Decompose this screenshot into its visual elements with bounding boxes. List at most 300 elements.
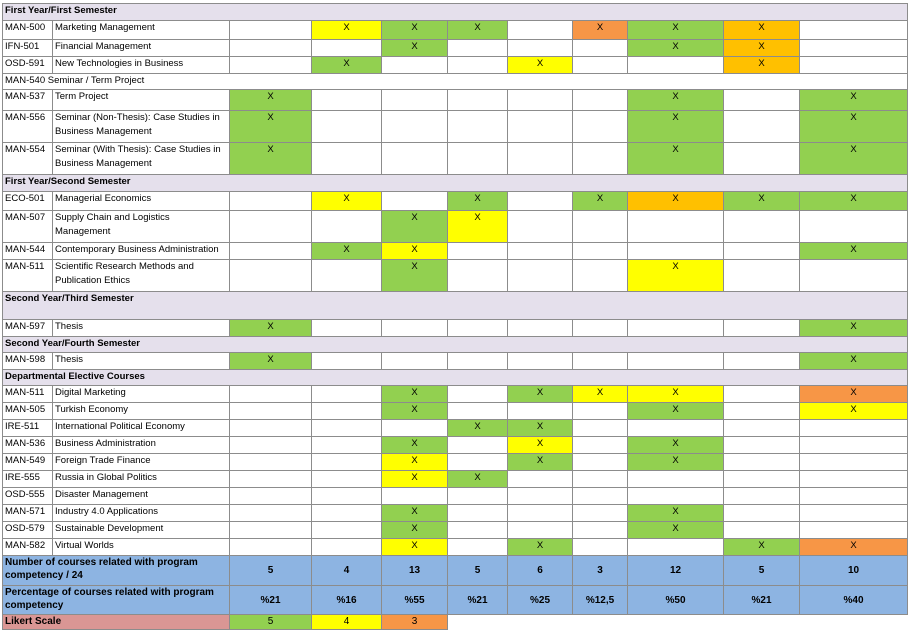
matrix-cell [800,260,908,292]
matrix-cell [312,437,382,454]
count-value: 10 [800,556,908,586]
matrix-cell: X [628,21,724,40]
matrix-cell [508,143,573,175]
matrix-cell [230,505,312,522]
matrix-cell: X [508,57,573,74]
matrix-cell [312,90,382,111]
course-name: Financial Management [53,40,230,57]
course-code: MAN-536 [3,437,53,454]
matrix-cell: X [800,539,908,556]
matrix-cell [312,471,382,488]
table-row [3,403,908,420]
matrix-cell: X [230,353,312,370]
matrix-cell [573,522,628,539]
matrix-cell [382,57,448,74]
matrix-cell: X [382,40,448,57]
matrix-cell [312,111,382,143]
matrix-cell [573,320,628,337]
matrix-cell [448,437,508,454]
section-title: First Year/Second Semester [3,175,908,192]
course-code: MAN-598 [3,353,53,370]
matrix-cell [800,420,908,437]
matrix-cell [573,143,628,175]
matrix-cell: X [508,386,573,403]
count-summary-label: Number of courses related with program competency / 24 [3,556,230,586]
matrix-cell [312,320,382,337]
matrix-cell: X [382,505,448,522]
matrix-cell [508,505,573,522]
matrix-cell [508,40,573,57]
matrix-cell [508,192,573,211]
matrix-cell [628,488,724,505]
matrix-cell: X [230,143,312,175]
matrix-cell: X [628,522,724,539]
matrix-cell [573,471,628,488]
matrix-cell [724,111,800,143]
matrix-cell [800,40,908,57]
course-name: Supply Chain and Logistics Management [53,211,230,243]
matrix-cell [448,40,508,57]
course-name: Managerial Economics [53,192,230,211]
matrix-cell [312,403,382,420]
matrix-cell [230,260,312,292]
matrix-cell: X [628,90,724,111]
section-title: Departmental Elective Courses [3,370,908,386]
matrix-cell [448,57,508,74]
matrix-cell [800,471,908,488]
matrix-cell [230,211,312,243]
matrix-cell: X [800,320,908,337]
percentage-value: %21 [724,586,800,615]
matrix-cell [800,21,908,40]
matrix-cell [312,143,382,175]
matrix-cell [448,243,508,260]
matrix-cell [800,437,908,454]
likert-scale-row [3,615,908,630]
matrix-cell [312,488,382,505]
matrix-cell: X [800,192,908,211]
course-code: MAN-507 [3,211,53,243]
course-code: IFN-501 [3,40,53,57]
matrix-cell [628,243,724,260]
matrix-cell [508,111,573,143]
matrix-cell [508,488,573,505]
matrix-cell: X [382,21,448,40]
matrix-cell [573,420,628,437]
matrix-cell [382,320,448,337]
table-row [3,454,908,471]
matrix-cell [230,243,312,260]
competency-matrix-table [2,3,908,630]
course-code: IRE-511 [3,420,53,437]
course-name: Turkish Economy [53,403,230,420]
course-name: Russia in Global Politics [53,471,230,488]
count-summary-row [3,556,908,586]
matrix-cell: X [448,21,508,40]
count-value: 5 [724,556,800,586]
table-row [3,386,908,403]
table-row [3,57,908,74]
matrix-cell [230,471,312,488]
matrix-cell: X [382,260,448,292]
matrix-cell: X [724,539,800,556]
course-name: Marketing Management [53,21,230,40]
matrix-cell: X [508,539,573,556]
matrix-cell [508,211,573,243]
percentage-value: %21 [230,586,312,615]
matrix-cell: X [800,243,908,260]
course-code: MAN-505 [3,403,53,420]
course-name: Seminar (With Thesis): Case Studies in Business Management [53,143,230,175]
matrix-cell: X [312,192,382,211]
matrix-cell [312,40,382,57]
course-name: Digital Marketing [53,386,230,403]
matrix-cell [573,403,628,420]
matrix-cell: X [508,420,573,437]
course-code: OSD-591 [3,57,53,74]
matrix-cell: X [382,522,448,539]
matrix-cell [628,211,724,243]
matrix-cell [724,243,800,260]
matrix-cell [230,522,312,539]
matrix-cell [628,57,724,74]
matrix-cell: X [312,243,382,260]
matrix-cell [573,353,628,370]
matrix-cell: X [382,437,448,454]
matrix-cell [573,211,628,243]
matrix-cell: X [312,57,382,74]
matrix-cell [508,243,573,260]
matrix-cell [382,111,448,143]
course-code: MAN-556 [3,111,53,143]
matrix-cell: X [628,111,724,143]
percentage-value: %16 [312,586,382,615]
count-value: 5 [448,556,508,586]
section-header-row [3,4,908,21]
course-name: Term Project [53,90,230,111]
matrix-cell [724,386,800,403]
matrix-cell: X [382,243,448,260]
matrix-cell: X [800,386,908,403]
table-row [3,420,908,437]
matrix-cell [724,403,800,420]
table-row [3,471,908,488]
table-row [3,260,908,292]
matrix-cell [312,260,382,292]
matrix-cell [312,454,382,471]
matrix-cell [800,505,908,522]
matrix-cell [573,90,628,111]
matrix-cell [724,437,800,454]
section-header-row [3,292,908,320]
percentage-value: %25 [508,586,573,615]
matrix-cell [724,488,800,505]
matrix-cell [573,260,628,292]
matrix-cell [573,111,628,143]
matrix-cell: X [800,143,908,175]
course-code: MAN-511 [3,260,53,292]
matrix-cell: X [382,403,448,420]
matrix-cell [230,539,312,556]
matrix-cell [628,539,724,556]
matrix-cell: X [573,386,628,403]
likert-scale-label: Likert Scale [3,615,230,630]
matrix-cell: X [724,57,800,74]
matrix-cell [382,353,448,370]
course-code: MAN-549 [3,454,53,471]
percentage-summary-row [3,586,908,615]
matrix-cell [573,505,628,522]
matrix-cell [800,454,908,471]
course-code: MAN-544 [3,243,53,260]
matrix-cell: X [508,437,573,454]
percentage-value: %40 [800,586,908,615]
percentage-value: %12,5 [573,586,628,615]
course-name: International Political Economy [53,420,230,437]
section-header-row [3,337,908,353]
table-row [3,522,908,539]
matrix-cell [230,21,312,40]
table-row [3,21,908,40]
matrix-cell [508,21,573,40]
count-value: 6 [508,556,573,586]
table-row [3,111,908,143]
matrix-cell: X [724,192,800,211]
course-code: IRE-555 [3,471,53,488]
matrix-cell: X [382,386,448,403]
course-group-title: MAN-540 Seminar / Term Project [3,74,908,90]
table-row [3,74,908,90]
section-header-row [3,175,908,192]
matrix-cell: X [230,90,312,111]
matrix-cell [230,192,312,211]
matrix-cell [312,353,382,370]
empty-cell [448,615,908,630]
course-name: Business Administration [53,437,230,454]
matrix-cell [230,437,312,454]
count-value: 3 [573,556,628,586]
matrix-cell [448,454,508,471]
matrix-cell: X [382,211,448,243]
percentage-value: %55 [382,586,448,615]
course-name: Industry 4.0 Applications [53,505,230,522]
matrix-cell [448,111,508,143]
table-row [3,243,908,260]
matrix-cell [508,320,573,337]
matrix-cell [508,353,573,370]
percentage-value: %50 [628,586,724,615]
matrix-cell: X [312,21,382,40]
matrix-cell: X [800,90,908,111]
matrix-cell: X [628,505,724,522]
matrix-cell: X [382,454,448,471]
matrix-cell [724,522,800,539]
matrix-cell: X [628,143,724,175]
matrix-cell [800,211,908,243]
course-code: MAN-554 [3,143,53,175]
matrix-cell [508,403,573,420]
matrix-cell: X [382,539,448,556]
matrix-cell: X [573,192,628,211]
matrix-cell [448,505,508,522]
course-code: MAN-537 [3,90,53,111]
percentage-summary-label: Percentage of courses related with program competency [3,586,230,615]
section-title: Second Year/Third Semester [3,292,908,320]
table-row [3,90,908,111]
matrix-cell [382,488,448,505]
matrix-cell [724,320,800,337]
course-name: Scientific Research Methods and Publication Ethics [53,260,230,292]
likert-value: 4 [312,615,382,630]
matrix-cell: X [230,320,312,337]
matrix-cell [312,505,382,522]
section-header-row [3,370,908,386]
matrix-cell [448,143,508,175]
matrix-cell: X [800,403,908,420]
course-code: MAN-571 [3,505,53,522]
matrix-cell [573,243,628,260]
matrix-cell [628,420,724,437]
matrix-cell [800,57,908,74]
course-code: MAN-582 [3,539,53,556]
matrix-cell [312,386,382,403]
matrix-cell: X [628,403,724,420]
count-value: 5 [230,556,312,586]
course-name: Contemporary Business Administration [53,243,230,260]
course-name: Foreign Trade Finance [53,454,230,471]
likert-value: 5 [230,615,312,630]
percentage-value: %21 [448,586,508,615]
count-value: 12 [628,556,724,586]
matrix-cell [312,420,382,437]
count-value: 13 [382,556,448,586]
matrix-cell [724,420,800,437]
matrix-cell [628,471,724,488]
matrix-cell [724,90,800,111]
matrix-cell [628,320,724,337]
matrix-cell [448,90,508,111]
course-code: MAN-500 [3,21,53,40]
matrix-cell [573,57,628,74]
matrix-cell [573,437,628,454]
course-name: Thesis [53,320,230,337]
course-name: Seminar (Non-Thesis): Case Studies in Business Management [53,111,230,143]
matrix-cell: X [573,21,628,40]
matrix-cell: X [448,211,508,243]
matrix-cell [448,386,508,403]
table-row [3,353,908,370]
matrix-cell [628,353,724,370]
matrix-cell [724,505,800,522]
course-code: ECO-501 [3,192,53,211]
matrix-cell [573,454,628,471]
matrix-cell [448,488,508,505]
matrix-cell: X [628,260,724,292]
matrix-cell: X [628,437,724,454]
matrix-cell [448,260,508,292]
matrix-cell [448,539,508,556]
matrix-cell: X [724,21,800,40]
matrix-cell [724,471,800,488]
matrix-cell [724,143,800,175]
course-name: Sustainable Development [53,522,230,539]
matrix-cell [448,522,508,539]
table-row [3,211,908,243]
matrix-cell [230,57,312,74]
matrix-cell: X [448,471,508,488]
matrix-cell [573,539,628,556]
table-row [3,488,908,505]
matrix-cell [230,420,312,437]
matrix-cell [724,454,800,471]
matrix-cell: X [448,420,508,437]
matrix-cell [382,420,448,437]
matrix-cell [724,353,800,370]
course-name: Virtual Worlds [53,539,230,556]
course-name: Disaster Management [53,488,230,505]
matrix-cell [382,90,448,111]
matrix-cell: X [800,111,908,143]
matrix-cell [382,192,448,211]
matrix-cell [448,353,508,370]
matrix-cell [312,211,382,243]
matrix-cell [382,143,448,175]
matrix-cell: X [508,454,573,471]
section-title: Second Year/Fourth Semester [3,337,908,353]
matrix-cell [230,40,312,57]
matrix-cell [312,522,382,539]
matrix-cell [508,522,573,539]
matrix-cell: X [448,192,508,211]
course-code: OSD-579 [3,522,53,539]
table-row [3,320,908,337]
matrix-cell: X [628,40,724,57]
course-code: MAN-597 [3,320,53,337]
matrix-cell: X [800,353,908,370]
matrix-cell [724,211,800,243]
matrix-cell [230,386,312,403]
table-row [3,40,908,57]
course-name: Thesis [53,353,230,370]
matrix-cell [573,40,628,57]
table-row [3,539,908,556]
matrix-cell [230,488,312,505]
matrix-cell [573,488,628,505]
matrix-cell: X [230,111,312,143]
matrix-cell [800,522,908,539]
table-row [3,437,908,454]
matrix-cell: X [628,192,724,211]
matrix-cell: X [724,40,800,57]
matrix-cell [724,260,800,292]
matrix-cell [230,403,312,420]
course-name: New Technologies in Business [53,57,230,74]
matrix-cell [448,320,508,337]
course-code: MAN-511 [3,386,53,403]
table-row [3,192,908,211]
matrix-cell: X [628,454,724,471]
matrix-cell [230,454,312,471]
matrix-cell: X [382,471,448,488]
matrix-cell [312,539,382,556]
count-value: 4 [312,556,382,586]
section-title: First Year/First Semester [3,4,908,21]
table-row [3,143,908,175]
table-row [3,505,908,522]
matrix-cell [508,260,573,292]
matrix-cell: X [628,386,724,403]
matrix-cell [800,488,908,505]
